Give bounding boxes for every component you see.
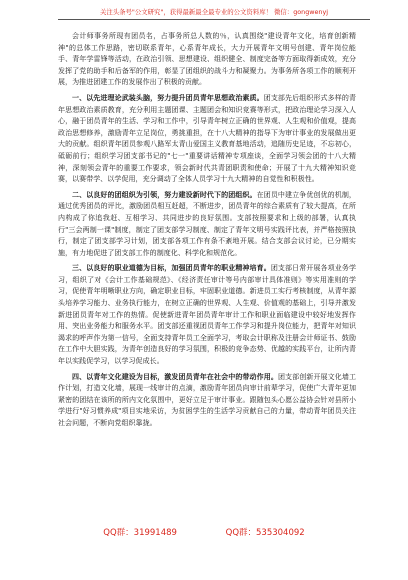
document-header-banner: 关注头条号"公文研究"，获得最新最全最专业的公文资料库！ 微信：gongwenyj: [99, 8, 329, 16]
section-heading-4: 四、以青年文化建设为目标，激发团员青年在社会中的带动作用。: [72, 372, 278, 381]
document-footer: [0, 526, 408, 538]
section-paragraph-1: [58, 93, 356, 186]
section-paragraph-3: [58, 263, 356, 367]
section-heading-1: 一、以先进理论武装头脑，努力提升团员青年思想政治素质。: [72, 93, 264, 102]
document-body: [58, 31, 356, 430]
section-heading-3: 三、以良好的职业道德为目标，加强团员青年的职业精神培育。: [72, 264, 271, 273]
footer-qq-group-1: QQ群：31991489: [103, 528, 177, 538]
section-body-1: 团支部先后组织形式多样的青年思想政治素质教育，充分利用主题团课、主题团会和知识竞赛等形式，把政治理论学习深入人心，融于团员青年的生活、学习和工作中，引导青年树立正确的世界观、人生观和价值观，提高政治思想修养，激励青年立足岗位，勇挑重担，在十八大精神的指导下为审计事业的发展做出更大的贡献。组织青年团员参观八路军太青山爱国主义教育基地活动，追随历史足迹，不忘初心，砥砺前行；组织学习团支部书记的"七一"重要讲话精神专项座谈，全面学习领会团的十八大精神，深刻领会青年的重要工作要求，领会新时代共青团职责和使命；开展了十九大精神知识竞赛，以赛带学、以学促用，充分调动了全体人员学习十九大精神的自觉性和积极性。: [58, 93, 356, 184]
section-heading-2: 二、以良好的团组织为引领，努力建设新时代下的团组织。: [72, 190, 257, 199]
section-body-3: 团支部日常开展各项业务学习，组织了对《会计工作基础规范》、《经济责任审计等号内部审计具体准则》等实用准则的学习，促使青年明晰职业方向，确定职业目标，牢固职业道德。新进员工实行考核制度，从青年源头培养学习能力、业务执行能力，在树立正确的世界观、人生观、价值观的基础上，引导并激发新进团员青年对工作的热情。促使新进青年团员青年审计工作和职业面临建设中较好地发挥作用、突出业务能力和服务水平。团支部还重视团员青年工作学习和提升岗位能力，把青年对知识渴求的呼声作为第一信号，全面支持青年员工全面学习，考取会计职称及注册会计师证书、鼓励在工作中大胆实践，为青年创造良好的学习氛围，积极的竞争态势、优越的实践平台，让所内青年以实践促学习，以学习促成长。: [58, 264, 356, 366]
header-rule: [58, 19, 370, 20]
intro-paragraph: 会计师事务所现有团员名，占事务所总人数的％，认真围绕"建设青年文化，培育创新精神"的总体工作思路，密切联系青年，心系青年成长，大力开展青年文明号创建、青年岗位能手、青年学雷锋等活动，在政治引领、思想建设、组织健全、制度完备等方面取得新成效，充分发挥了党的助手和后备军的作用，彰显了团组织的战斗力和凝聚力。为事务所各项工作的顺利开展，为推进团建工作的发展作出了积极的贡献。: [58, 32, 356, 87]
section-body-4: 团支部创新开展文化墙工作计划，打造文化墙，展现一线审计的点滴，激励青年团员向审计前辈学习，促使广大青年更加紧密的团结在该所的所内文化氛围中，更好立足于审计事业。跟随包头心愿公益协会针对县所小学进行"好习惯养成"项目实地采访，为贫困学生的生活学习贡献自己的力量，带动青年团员关注社会问题，不断向党组织靠拢。: [58, 372, 356, 427]
section-paragraph-4: [58, 372, 356, 430]
section-body-2: 在团员中建立争优创优的机制，通过优秀团员的评比，激励团员相互赶超，不断进步，团员青年的综合素质有了较大提高，在所内构成了你追我赶、互相学习、共同进步的良好氛围。支部按照要求和上级的部署，认真执行"三会两制一课"制度，制定了团支部学习制度、制定了青年文明号实践评比表，并严格按照执行，制定了团支部学习计划，团支部各项工作有条不紊地开展。结合支部会议讨论，已分期实施，有力地促进了团支部工作的制度化、科学化和规范化。: [58, 190, 356, 257]
footer-qq-group-2: QQ群：535304092: [225, 528, 305, 538]
section-paragraph-2: [58, 190, 356, 260]
